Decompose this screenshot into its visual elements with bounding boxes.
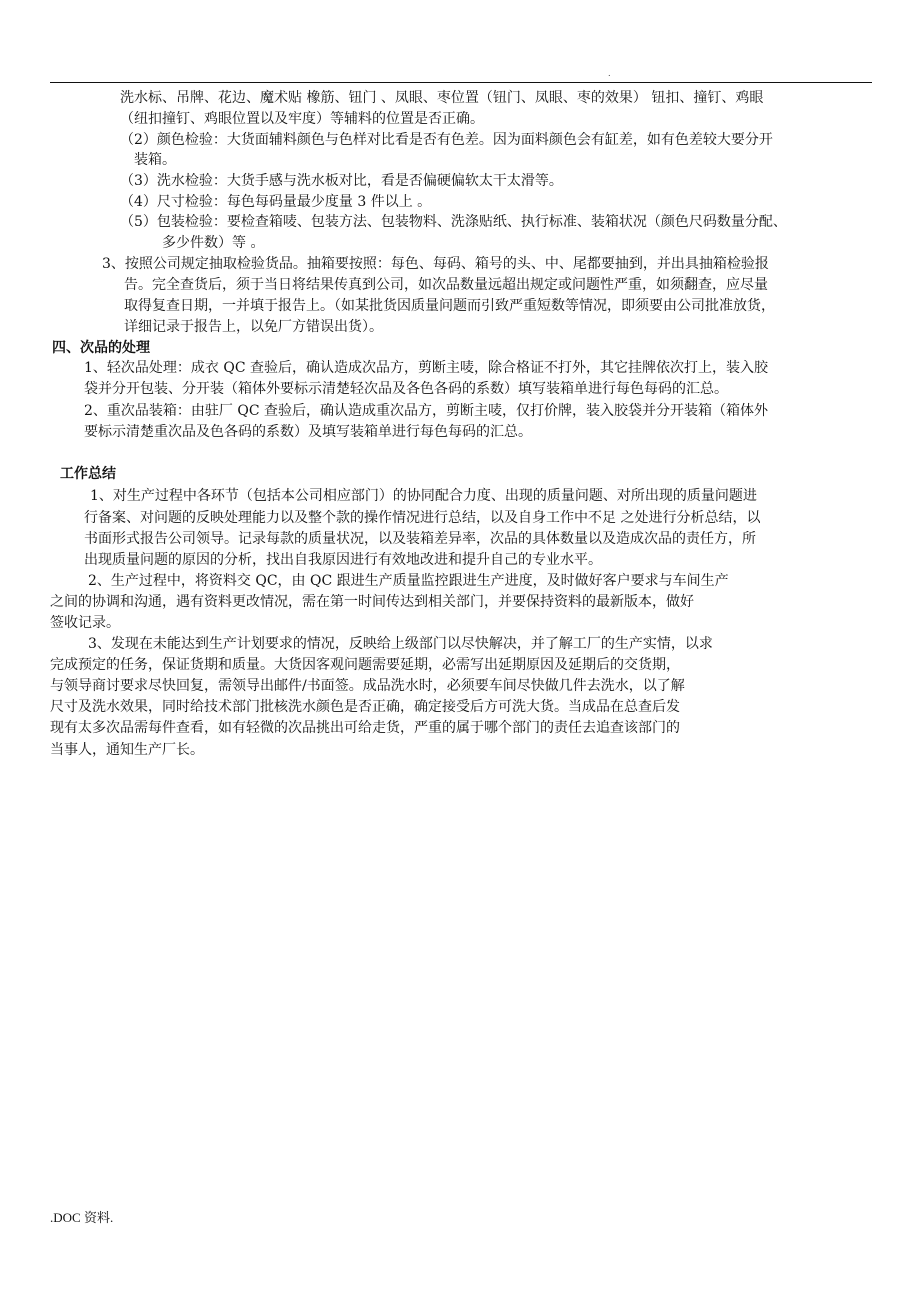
text-line: （3）洗水检验：大货手感与洗水板对比，看是否偏硬偏软太干太滑等。	[120, 173, 563, 189]
text-line: 3、按照公司规定抽取检验货品。抽箱要按照：每色、每码、箱号的头、中、尾都要抽到，并出具抽箱检验报	[102, 256, 769, 272]
text-line: 当事人，通知生产厂长。	[50, 742, 204, 758]
section-heading: 工作总结	[60, 466, 116, 482]
text-line: （纽扣撞钉、鸡眼位置以及牢度）等辅料的位置是否正确。	[120, 111, 484, 127]
text-line: 1、轻次品处理：成衣 QC 查验后，确认造成次品方，剪断主唛，除合格证不打外，其它挂牌依次打上，装入胶	[84, 360, 768, 376]
header-rule	[50, 82, 872, 83]
text-line: （4）尺寸检验：每色每码量最少度量 3 件以上 。	[120, 194, 432, 210]
text-line: 之间的协调和沟通，遇有资料更改情况，需在第一时间传达到相关部门，并要保持资料的最新版本，做好	[50, 594, 694, 610]
text-line: （5）包装检验：要检查箱唛、包装方法、包装物料、洗涤贴纸、执行标准、装箱状况（颜色尺码数量分配、	[120, 214, 787, 230]
text-line: 袋并分开包装、分开装（箱体外要标示清楚轻次品及各色各码的系数）填写装箱单进行每色每码的汇总。	[84, 381, 728, 397]
text-line: 要标示清楚重次品及色各码的系数）及填写装箱单进行每色每码的汇总。	[84, 424, 532, 440]
section-heading: 四、次品的处理	[52, 340, 150, 356]
text-line: 3、发现在未能达到生产计划要求的情况，反映给上级部门以尽快解决，并了解工厂的生产实情，以求	[88, 636, 713, 652]
text-line: 2、生产过程中，将资料交 QC，由 QC 跟进生产质量监控跟进生产进度，及时做好客户要求与车间生产	[88, 573, 729, 589]
text-line: 告。完全查货后，须于当日将结果传真到公司，如次品数量远超出规定或问题性严重，如须翻查，应尽量	[124, 277, 768, 293]
text-line: 签收记录。	[50, 615, 120, 631]
text-line: 完成预定的任务，保证货期和质量。大货因客观问题需要延期，必需写出延期原因及延期后的交货期，	[50, 657, 680, 673]
text-line: 与领导商讨要求尽快回复，需领导出邮件/书面签。成品洗水时，必须要车间尽快做几件去洗水，以了解	[50, 678, 685, 694]
footer-label: .DOC 资料.	[50, 1210, 114, 1225]
text-line: 1、对生产过程中各环节（包括本公司相应部门）的协同配合力度、出现的质量问题、对所出现的质量问题进	[90, 488, 757, 504]
text-line: 现有太多次品需每件查看，如有轻微的次品挑出可给走货，严重的属于哪个部门的责任去追查该部门的	[50, 720, 680, 736]
text-line: 详细记录于报告上，以免厂方错误出货）。	[124, 319, 383, 335]
text-line: 尺寸及洗水效果，同时给技术部门批核洗水颜色是否正确，确定接受后方可洗大货。当成品在总查后发	[50, 699, 680, 715]
text-line: 取得复查日期，一并填于报告上。（如某批货因质量问题而引致严重短数等情况，即须要由公司批准放货，	[124, 298, 775, 314]
text-line: （2）颜色检验：大货面辅料颜色与色样对比看是否有色差。因为面料颜色会有缸差，如有色差较大要分开	[120, 132, 773, 148]
text-line: 出现质量问题的原因的分析，找出自我原因进行有效地改进和提升自己的专业水平。	[84, 552, 602, 568]
text-line: 多少件数）等 。	[162, 235, 265, 251]
text-line: 行备案、对问题的反映处理能力以及整个款的操作情况进行总结，以及自身工作中不足 之处进行分析总结，以	[84, 510, 761, 526]
text-line: 2、重次品装箱：由驻厂 QC 查验后，确认造成重次品方，剪断主唛，仅打价牌，装入胶袋并分开装箱（箱体外	[84, 403, 768, 419]
text-line: 洗水标、吊牌、花边、魔术贴 橡筋、钮门 、凤眼、枣位置（钮门、凤眼、枣的效果） 钮扣、撞钉、鸡眼	[120, 90, 764, 106]
text-line: 书面形式报告公司领导。记录每款的质量状况，以及装箱差异率，次品的具体数量以及造成次品的责任方，所	[84, 531, 756, 547]
text-line: 装箱。	[134, 152, 176, 168]
header-dot: .	[608, 69, 611, 78]
